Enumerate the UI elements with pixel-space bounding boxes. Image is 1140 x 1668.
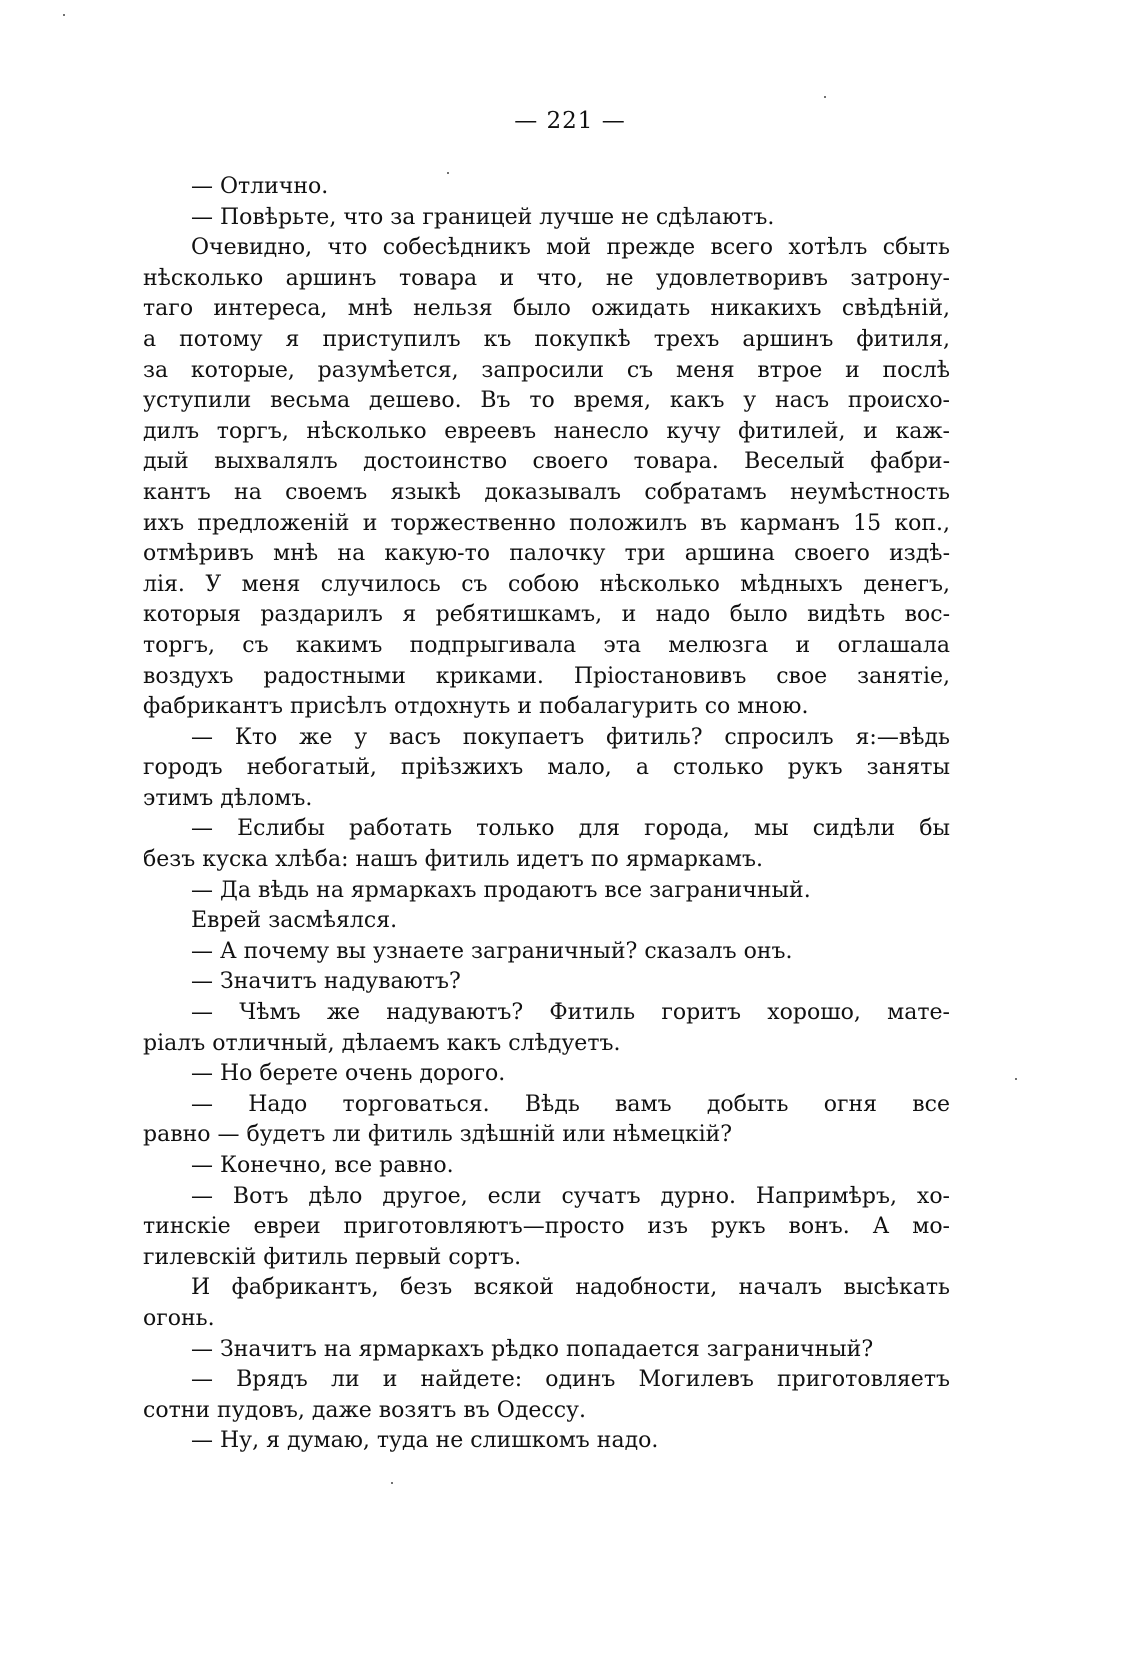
text-line: гилевскій фитиль первый сортъ. (143, 1244, 522, 1270)
text-line: — Да вѣдь на ярмаркахъ продаютъ все заграничный. (191, 877, 811, 903)
page-text (143, 172, 950, 1457)
text-line: — Чѣмъ же надуваютъ? Фитиль горитъ хорошо, мате- (191, 1000, 950, 1026)
text-line: Очевидно, что собесѣдникъ мой прежде всего хотѣлъ сбыть (191, 235, 950, 261)
text-line: — Но берете очень дорого. (191, 1061, 506, 1087)
text-line: дилъ торгъ, нѣсколько евреевъ нанесло кучу фитилей, и каж- (143, 418, 950, 444)
text-line: а потому я приступилъ къ покупкѣ трехъ аршинъ фитиля, (143, 326, 950, 352)
text-line: сотни пудовъ, даже возятъ въ Одессу. (143, 1397, 586, 1423)
text-line: — Вотъ дѣло другое, если сучатъ дурно. Напримѣръ, хо- (191, 1183, 950, 1209)
text-line: — Еслибы работать только для города, мы сидѣли бы (191, 816, 950, 842)
text-line: — Повѣрьте, что за границей лучше не сдѣлаютъ. (191, 204, 775, 230)
text-line: — Кто же у васъ покупаетъ фитиль? спросилъ я:—вѣдь (191, 724, 950, 750)
text-line: — А почему вы узнаете заграничный? сказалъ онъ. (191, 938, 793, 964)
text-line: огонь. (143, 1305, 215, 1331)
text-line: нѣсколько аршинъ товара и что, не удовлетворивъ затрону- (143, 265, 950, 291)
text-line: дый выхвалялъ достоинство своего товара. Веселый фабри- (143, 449, 950, 475)
text-line: — Врядъ ли и найдете: одинъ Могилевъ приготовляетъ (191, 1367, 950, 1393)
text-line: И фабрикантъ, безъ всякой надобности, началъ высѣкать (191, 1275, 950, 1301)
text-line: этимъ дѣломъ. (143, 785, 313, 811)
text-line: которыя раздарилъ я ребятишкамъ, и надо было видѣть вос- (143, 602, 950, 628)
text-line: — Конечно, все равно. (191, 1153, 454, 1178)
scan-speck (1015, 1078, 1017, 1080)
text-line: торгъ, съ какимъ подпрыгивала эта мелюзга и оглашала (143, 632, 950, 658)
text-line: безъ куска хлѣба: нашъ фитиль идетъ по ярмаркамъ. (143, 847, 763, 873)
text-line: — Значитъ на ярмаркахъ рѣдко попадается заграничный? (191, 1336, 874, 1362)
scan-speck (824, 96, 826, 98)
text-line: отмѣривъ мнѣ на какую-то палочку три аршина своего издѣ- (143, 541, 950, 567)
text-line: — Надо торговаться. Вѣдь вамъ добыть огня все (191, 1091, 950, 1117)
text-line: воздухъ радостными криками. Пріостановивъ свое занятіе, (143, 663, 950, 689)
scan-speck (447, 172, 449, 174)
text-line: — Ну, я думаю, туда не слишкомъ надо. (191, 1428, 659, 1454)
page-number: — 221 — (514, 108, 626, 134)
text-line: — Отлично. (191, 174, 329, 199)
text-line: ихъ предложеній и торжественно положилъ въ карманъ 15 коп., (143, 510, 950, 536)
scan-speck (391, 1482, 393, 1484)
text-line: за которые, разумѣется, запросили съ меня втрое и послѣ (143, 357, 950, 383)
text-line: фабрикантъ присѣлъ отдохнуть и побалагурить со мною. (143, 694, 809, 720)
scan-speck (63, 14, 65, 16)
text-line: кантъ на своемъ языкѣ доказывалъ собратамъ неумѣстность (143, 479, 950, 505)
text-line: таго интереса, мнѣ нельзя было ожидать никакихъ свѣдѣній, (143, 296, 950, 322)
text-line: ріалъ отличный, дѣлаемъ какъ слѣдуетъ. (143, 1030, 621, 1056)
text-line: равно — будетъ ли фитиль здѣшній или нѣмецкій? (143, 1122, 733, 1148)
text-line: городъ небогатый, пріѣзжихъ мало, а столько рукъ заняты (143, 755, 950, 781)
text-line: тинскіе евреи приготовляютъ—просто изъ рукъ вонъ. А мо- (143, 1214, 950, 1240)
text-line: уступили весьма дешево. Въ то время, какъ у насъ происхо- (143, 388, 950, 414)
text-line: Еврей засмѣялся. (191, 908, 398, 934)
text-line: лія. У меня случилось съ собою нѣсколько мѣдныхъ денегъ, (143, 571, 950, 597)
text-line: — Значитъ надуваютъ? (191, 969, 461, 995)
